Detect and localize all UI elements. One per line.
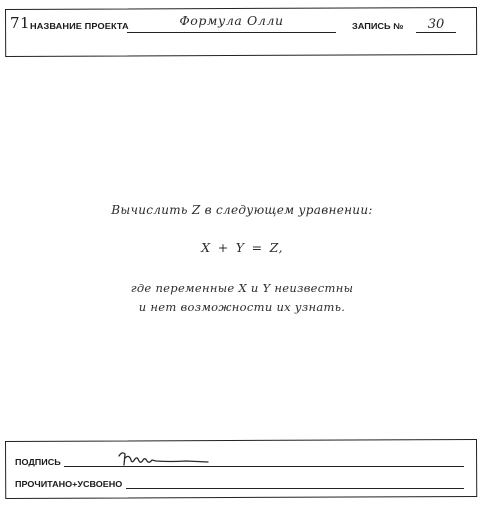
entry-number-label: ЗАПИСЬ № [352,22,404,31]
note-line-4: и нет возможности их узнать. [138,300,346,314]
read-acknowledged-label: ПРОЧИТАНО+УСВОЕНО [15,480,123,489]
footer-box [5,439,477,499]
read-acknowledged-line [126,488,464,489]
page-number: 71 [10,14,31,32]
handwritten-signature [116,449,212,469]
entry-number-value: 30 [427,17,445,32]
signature-label: ПОДПИСЬ [15,458,61,467]
note-line-3: где переменные X и Y неизвестны [130,281,354,295]
note-line-1: Вычислить Z в следующем уравнении: [111,203,373,217]
project-name-label: НАЗВАНИЕ ПРОЕКТА [30,22,129,31]
entry-number-line [416,32,456,33]
note-equation: X + Y = Z, [201,240,283,255]
project-name-line [127,32,336,33]
project-name-value: Формула Олли [179,13,284,28]
